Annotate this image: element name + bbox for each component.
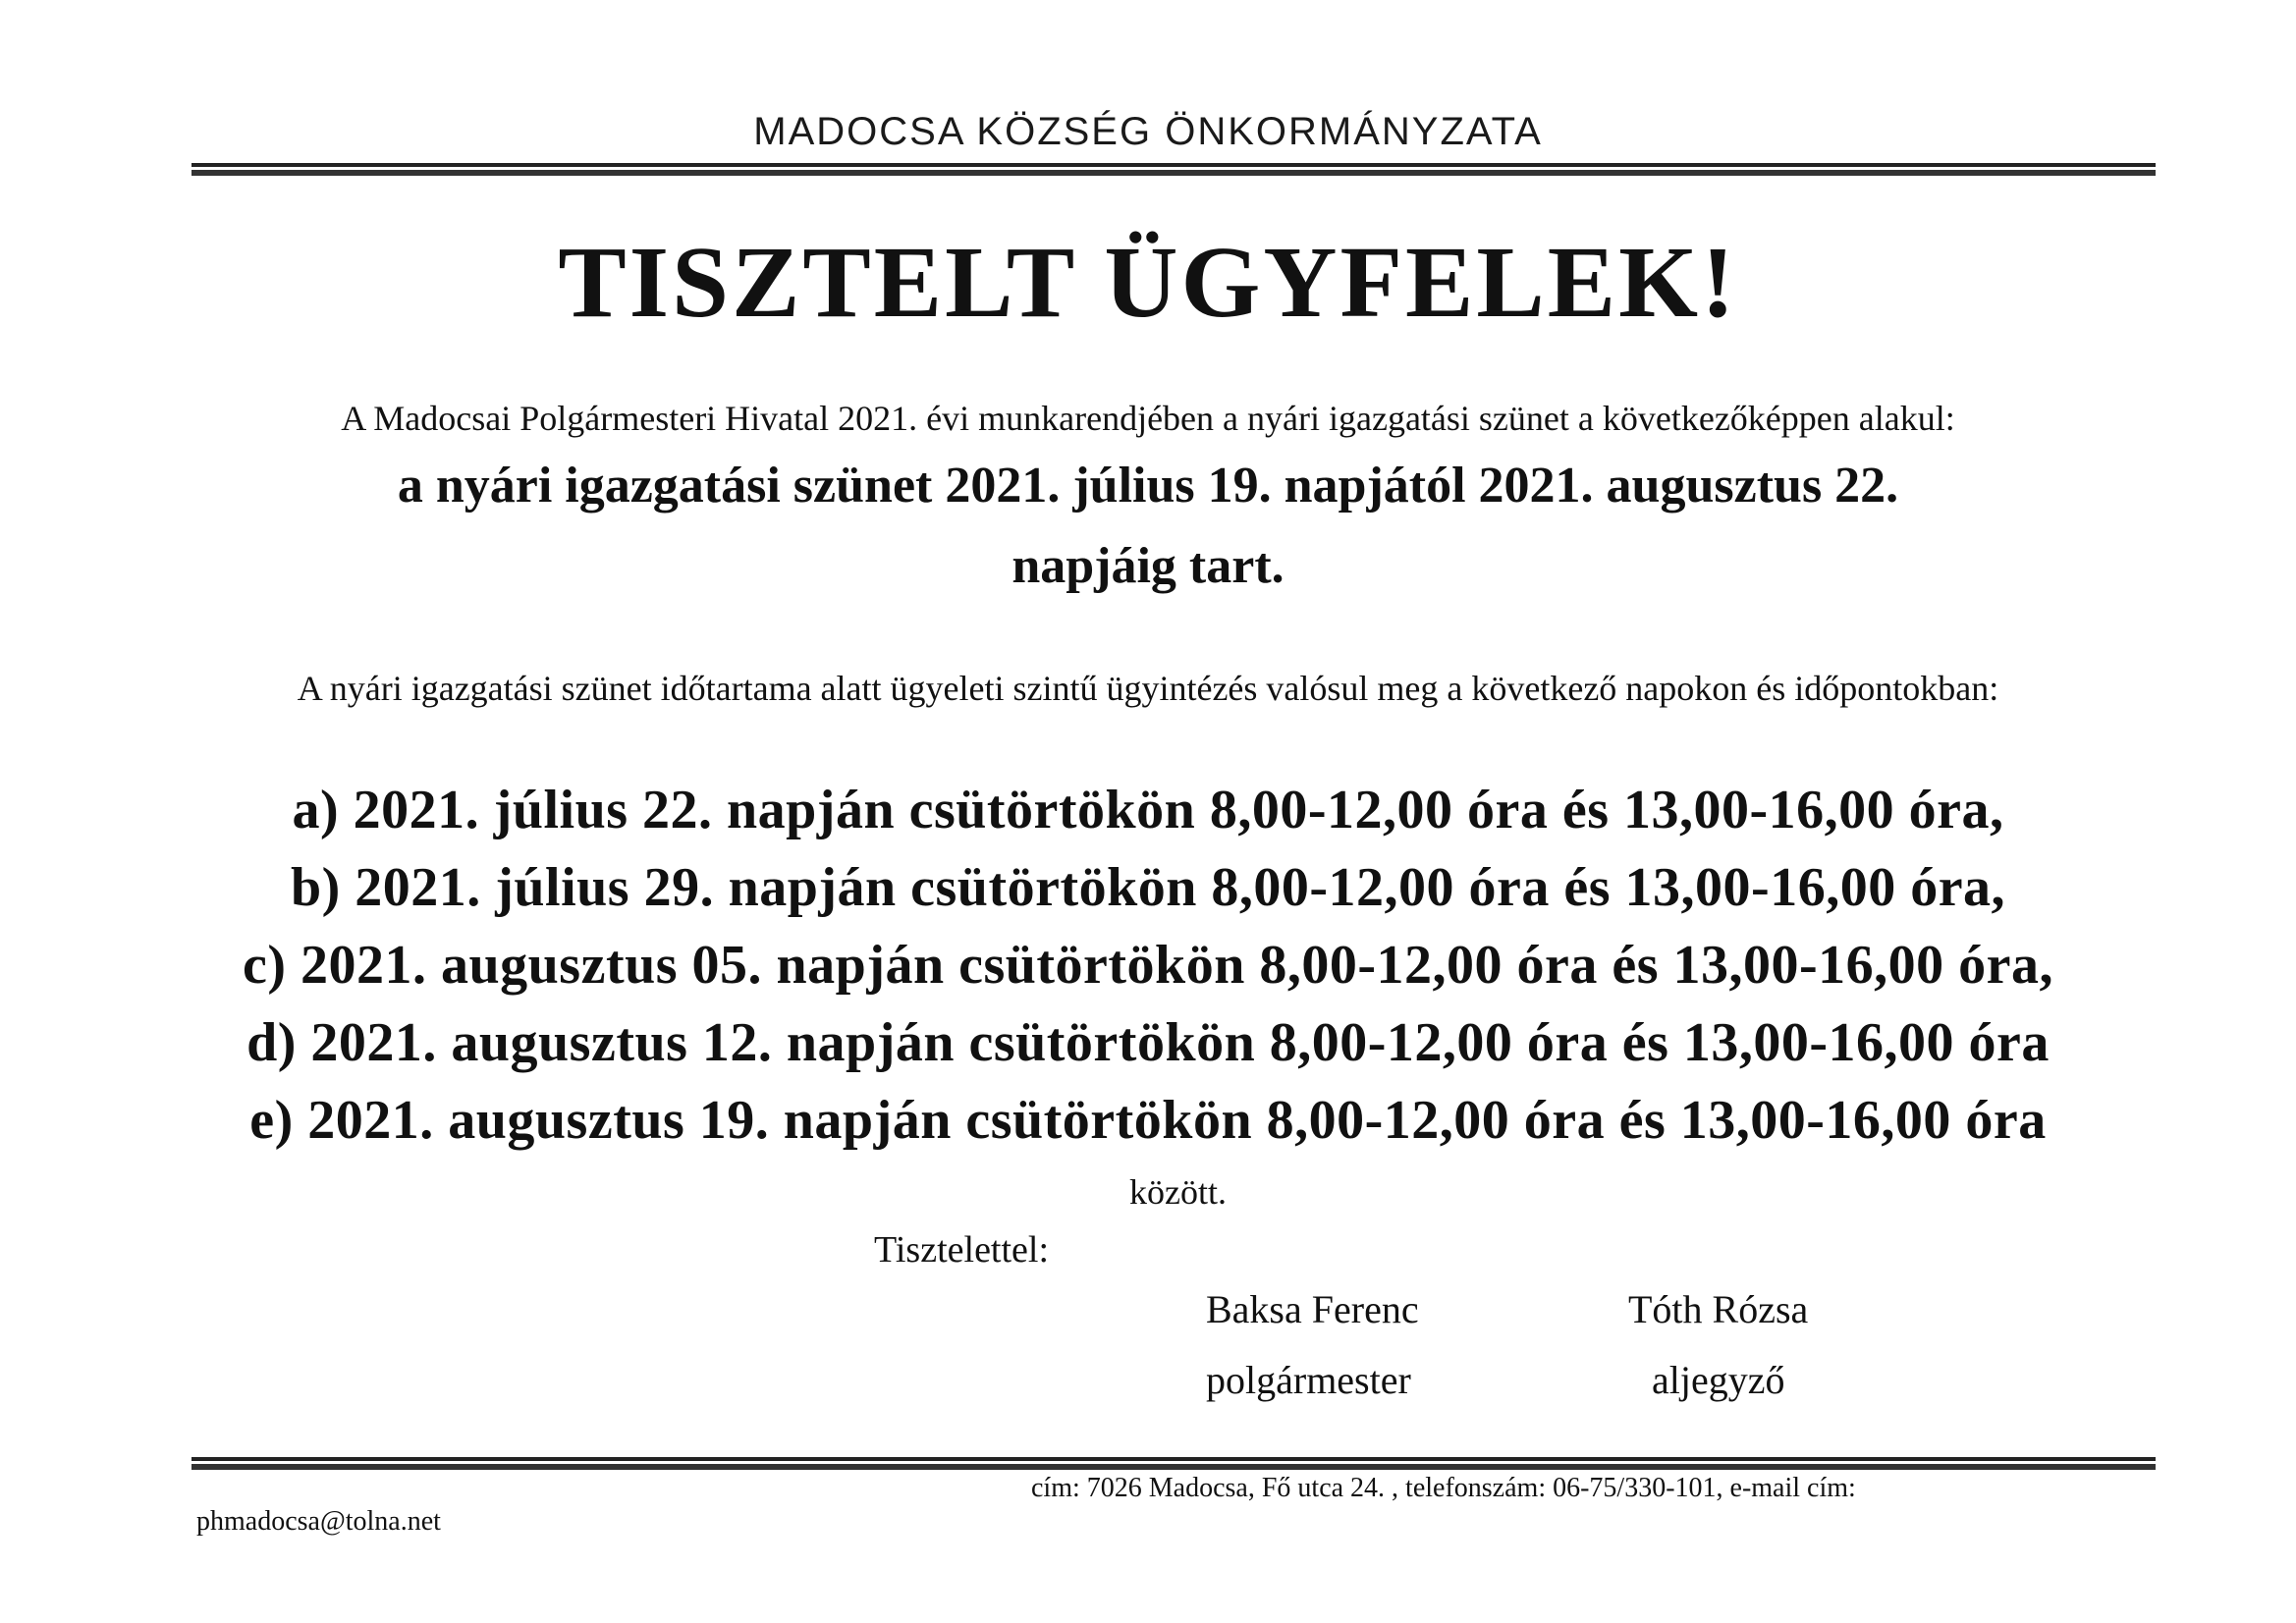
page-title: TISZTELT ÜGYFELEK! [558,226,1738,339]
signatory-role-mayor: polgármester [1206,1358,1411,1402]
organization-header: MADOCSA KÖZSÉG ÖNKORMÁNYZATA [753,110,1543,153]
footer-contact-line: cím: 7026 Madocsa, Fő utca 24. , telefonszám: 06-75/330-101, e-mail cím: [1031,1473,1856,1503]
main-statement-line-2: napjáig tart. [1011,538,1285,594]
signatory-role-notary: aljegyző [1652,1358,1785,1402]
header-divider [191,163,2156,176]
main-statement-line-1: a nyári igazgatási szünet 2021. július 19. napjától 2021. augusztus 22. [397,458,1899,514]
duty-note: A nyári igazgatási szünet időtartama alatt ügyeleti szintű ügyintézés valósul meg a következő napokon és időpontokban: [297,669,1999,708]
footer-divider [191,1457,2156,1470]
duty-day-item: b) 2021. július 29. napján csütörtökön 8,00-12,00 óra és 13,00-16,00 óra, [290,857,2006,918]
signatory-name-mayor: Baksa Ferenc [1206,1287,1419,1331]
footer-email: phmadocsa@tolna.net [196,1506,441,1537]
duty-days-list [0,772,2296,1160]
duty-day-item: c) 2021. augusztus 05. napján csütörtökön 8,00-12,00 óra és 13,00-16,00 óra, [243,935,2053,996]
signatory-name-notary: Tóth Rózsa [1628,1287,1809,1331]
duty-suffix: között. [1129,1172,1227,1212]
intro-text: A Madocsai Polgármesteri Hivatal 2021. évi munkarendjében a nyári igazgatási szünet a következőképpen alakul: [341,399,1955,438]
duty-day-item: e) 2021. augusztus 19. napján csütörtökön 8,00-12,00 óra és 13,00-16,00 óra [249,1090,2047,1151]
closing-greeting: Tisztelettel: [874,1229,1050,1271]
duty-day-item: d) 2021. augusztus 12. napján csütörtökön 8,00-12,00 óra és 13,00-16,00 óra [246,1012,2050,1073]
duty-day-item: a) 2021. július 22. napján csütörtökön 8,00-12,00 óra és 13,00-16,00 óra, [292,780,2004,840]
